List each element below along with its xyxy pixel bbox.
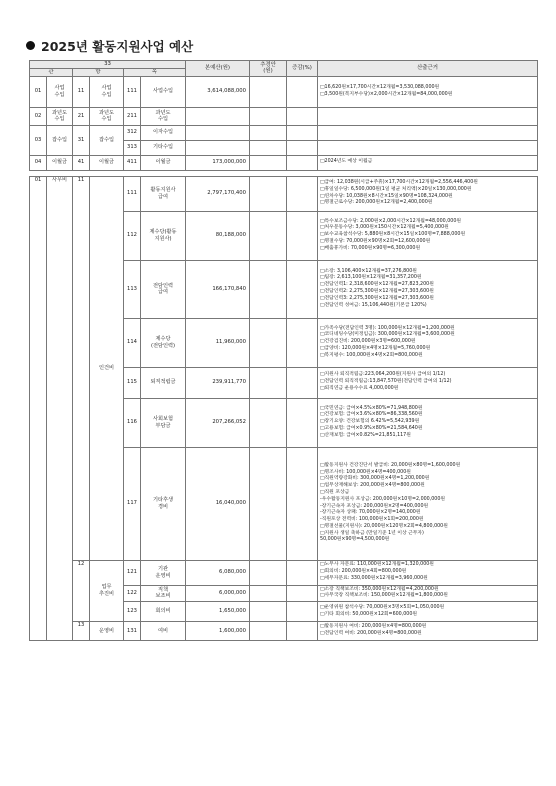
basis-cell [318, 155, 538, 170]
basis-line: □기타 회의비: 50,000원×12회=600,000원 [320, 611, 418, 617]
rate-value [287, 367, 318, 398]
header-rate: 증감(%) [287, 61, 318, 77]
budget-amount: 173,000,000 [186, 155, 250, 170]
budget-amount [186, 125, 250, 140]
mok-code: 111 [124, 76, 141, 107]
mok-name: 전담인력 급여 [141, 260, 186, 318]
rate-value [287, 447, 318, 560]
basis-line: □건강검진비: 200,000원×3명=600,000원 [320, 339, 416, 345]
gwan-name: 과년도 수입 [47, 107, 73, 125]
supp-amount [250, 140, 287, 155]
gwan-code: 01 [30, 76, 47, 107]
hang-name: 업무 추진비 [90, 560, 124, 622]
basis-line: □사무국장 직책보조비: 150,000원×12개월=1,800,000원 [320, 593, 448, 599]
rate-value [287, 107, 318, 125]
hang-code: 21 [73, 107, 90, 125]
header-code: 33 [30, 61, 186, 69]
basis-line: □처우문동수당: 3,000원×150시간×12개월=5,400,000원 [320, 225, 449, 231]
mok-name: 회의비 [141, 602, 186, 622]
header-basis: 산출근거 [318, 61, 538, 77]
mok-name: 활동지원사 급여 [141, 176, 186, 211]
bullet-icon [26, 41, 35, 50]
basis-line: □직원역량강화비: 300,000원×4명=1,200,000원 [320, 476, 430, 482]
mok-name: 여비 [141, 622, 186, 641]
basis-line: □명절선물(지원사): 20,000원×120명×2회=4,800,000원 [320, 523, 448, 529]
hang-code: 31 [73, 125, 90, 155]
basis-line: □급양비: 120,000원×4명×12개월=5,760,000원 [320, 345, 431, 351]
basis-line: □활동지원사 건강진단서 발급비: 20,000원×80명=1,600,000원 [320, 462, 461, 468]
basis-line: □배출휴가비: 70,000원×90명=6,300,000원 [320, 245, 421, 251]
basis-line: -장기근속자 포상금: 200,000원×2명=400,000원 [320, 503, 429, 509]
supp-amount [250, 398, 287, 447]
page-title [26, 37, 193, 55]
mok-code: 114 [124, 318, 141, 367]
header-mok: 목 [124, 68, 186, 76]
gwan-name: 이월금 [47, 155, 73, 170]
basis-line: □퇴직연금 운용수수료 4,000,000원 [320, 385, 399, 391]
rate-value [287, 622, 318, 641]
rate-value [287, 155, 318, 170]
mok-code: 131 [124, 622, 141, 641]
basis-line: □국민연금: 급여×4.5%×80%=71,948,800원 [320, 405, 423, 411]
basis-line: □16,620원×17,700시간×12개월=3,530,088,000원 [320, 84, 440, 90]
basis-line: □전담인력3: 2,275,300원×12개월=27,303,600원 [320, 295, 434, 301]
table-row [30, 125, 538, 140]
title-text: 2025년 활동지원사업 예산 [41, 39, 194, 54]
gwan-code: 01 [30, 176, 47, 641]
basis-line: □전담인력 퇴직적립금:13,847,570원(전담인력 급여의 1/12) [320, 379, 452, 385]
hang-code: 12 [73, 560, 90, 622]
basis-cell [318, 622, 538, 641]
gwan-code: 03 [30, 125, 47, 155]
supp-amount [250, 318, 287, 367]
hang-name: 운영비 [90, 622, 124, 641]
rate-value [287, 260, 318, 318]
budget-amount: 239,911,770 [186, 367, 250, 398]
basis-line: □업무상재해보상: 200,000원×4명=800,000원 [320, 483, 425, 489]
basis-cell [318, 318, 538, 367]
mok-code: 112 [124, 211, 141, 260]
supp-amount [250, 125, 287, 140]
rate-value [287, 602, 318, 622]
supp-amount [250, 602, 287, 622]
supp-amount [250, 560, 287, 585]
mok-code: 116 [124, 398, 141, 447]
rate-value [287, 585, 318, 602]
rate-value [287, 318, 318, 367]
basis-cell [318, 76, 538, 107]
basis-line: □지원사 퇴직적립금:223,064,200원(지원사 급여의 1/12) [320, 372, 446, 378]
budget-amount [186, 140, 250, 155]
basis-line: □휴일일수당: 6,500,000원(1일 평균 처리액)×20일×130,000,000원 [320, 186, 472, 192]
mok-name: 이자수입 [141, 125, 186, 140]
basis-cell [318, 176, 538, 211]
basis-line: □2024년도 예상 이월금 [320, 159, 373, 165]
basis-cell [318, 367, 538, 398]
hang-name: 과년도 수입 [90, 107, 124, 125]
mok-name: 기타후생 경비 [141, 447, 186, 560]
supp-amount [250, 447, 287, 560]
supp-amount [250, 367, 287, 398]
rate-value [287, 560, 318, 585]
basis-line: □회의비: 200,000원×4회=800,000원 [320, 569, 407, 575]
budget-amount: 1,600,000 [186, 622, 250, 641]
header-gwan: 관 [30, 68, 73, 76]
mok-code: 117 [124, 447, 141, 560]
supp-amount [250, 622, 287, 641]
basis-cell [318, 602, 538, 622]
basis-line: □전담인력2: 2,275,300원×12개월=27,303,600원 [320, 289, 434, 294]
mok-name: 제수당 (전담인력) [141, 318, 186, 367]
basis-cell [318, 140, 538, 155]
budget-amount: 11,960,000 [186, 318, 250, 367]
basis-cell [318, 585, 538, 602]
basis-line: □급여: 12,038원(시급+주휴)×17,700시간×12개월=2,556,446,400원 [320, 179, 478, 185]
supp-amount [250, 585, 287, 602]
budget-amount: 16,040,000 [186, 447, 250, 560]
rate-value [287, 140, 318, 155]
mok-code: 111 [124, 176, 141, 211]
supp-amount [250, 107, 287, 125]
basis-line: □명절근로수당: 200,000원×12개월=2,400,000원 [320, 200, 433, 206]
mok-code: 123 [124, 602, 141, 622]
table-row [30, 107, 538, 125]
basis-line: □소장 직책보조비: 350,000원×12개월=4,200,000원 [320, 586, 439, 592]
gwan-code: 02 [30, 107, 47, 125]
basis-line: □활동지원사 여비: 200,000원×4명=800,000원 [320, 624, 427, 630]
header-budget: 본예산(원) [186, 61, 250, 77]
mok-code: 312 [124, 125, 141, 140]
mok-code: 121 [124, 560, 141, 585]
gwan-name: 사무비 [47, 176, 73, 641]
basis-line: □명절수당: 70,000원×90명×2회=12,600,000원 [320, 238, 431, 244]
mok-name: 과년도 수입 [141, 107, 186, 125]
header-row-1 [30, 61, 538, 69]
table-row [30, 155, 538, 170]
mok-code: 211 [124, 107, 141, 125]
basis-cell [318, 560, 538, 585]
basis-line: □보수교육참석수당: 5,880원×8시간×15일×100명=7,888,000원 [320, 232, 466, 238]
mok-name: 기타수입 [141, 140, 186, 155]
mok-name: 기관 운영비 [141, 560, 186, 585]
supp-amount [250, 211, 287, 260]
supp-amount [250, 155, 287, 170]
basis-line: □특수보조금수당: 2,000원×2,000시간×12개월=48,000,000원 [320, 218, 462, 224]
basis-line: □3,500원(복지부수당)×2,000시간×12개월=84,000,000원 [320, 91, 453, 97]
rate-value [287, 76, 318, 107]
budget-amount: 207,266,052 [186, 398, 250, 447]
basis-cell [318, 398, 538, 447]
mok-code: 411 [124, 155, 141, 170]
table-row [30, 76, 538, 107]
mok-name: 직책 보조비 [141, 585, 186, 602]
rate-value [287, 176, 318, 211]
basis-cell [318, 260, 538, 318]
basis-cell [318, 211, 538, 260]
basis-line: □복지평수: 100,000원×4명×2회=800,000원 [320, 352, 423, 358]
table-row [30, 560, 538, 585]
rate-value [287, 125, 318, 140]
table-row [30, 176, 538, 211]
hang-code: 11 [73, 176, 90, 560]
budget-amount [186, 107, 250, 125]
mok-code: 115 [124, 367, 141, 398]
mok-name: 이월금 [141, 155, 186, 170]
budget-amount: 80,188,000 [186, 211, 250, 260]
hang-name: 인건비 [90, 176, 124, 560]
gwan-name: 사업 수입 [47, 76, 73, 107]
budget-amount: 1,650,000 [186, 602, 250, 622]
basis-line: □건강보험: 급여×3.6%×80%=86,338,560원 [320, 412, 423, 418]
mok-code: 122 [124, 585, 141, 602]
budget-amount: 3,614,088,000 [186, 76, 250, 107]
basis-line: -우수활동지원사 포상금: 200,000원×10명=2,000,000원 [320, 496, 446, 502]
budget-amount: 6,080,000 [186, 560, 250, 585]
supp-amount [250, 76, 287, 107]
budget-amount: 166,170,840 [186, 260, 250, 318]
header-supp: 추경안 (원) [250, 61, 287, 77]
hang-code: 13 [73, 622, 90, 641]
mok-name: 퇴직적립금 [141, 367, 186, 398]
budget-amount: 2,797,170,400 [186, 176, 250, 211]
gwan-name: 잡수입 [47, 125, 73, 155]
mok-code: 313 [124, 140, 141, 155]
supp-amount [250, 260, 287, 318]
basis-line: □가족수당(전담인력 3명): 100,000원×12개월=1,200,000원 [320, 325, 455, 331]
basis-cell [318, 125, 538, 140]
hang-name: 이월금 [90, 155, 124, 170]
basis-line: -직원포상 전력비: 100,000원×1회=200,000원 [320, 517, 424, 523]
basis-line: □전담인력 성여금: 15,106,440원(기본급 120%) [320, 302, 427, 308]
mok-code: 113 [124, 260, 141, 318]
basis-line: □코디네팅수당(미정임금): 300,000원×12개월=3,600,000원 [320, 332, 455, 338]
basis-line: -장기근속자 상패: 70,000원×2명=140,000원 [320, 510, 421, 516]
mok-name: 사회보험 부담금 [141, 398, 186, 447]
hang-code: 41 [73, 155, 90, 170]
table-row [30, 622, 538, 641]
basis-line: □직원 포상금 [320, 489, 350, 495]
basis-line: □전담인력 여비: 200,000원×4명=800,000원 [320, 631, 422, 637]
basis-line: □팀장: 2,613,100원×12개월=31,357,200원 [320, 275, 422, 281]
basis-line: □전담인력1: 2,318,600원×12개월=27,823,200원 [320, 282, 434, 288]
basis-line: □연차수당: 10,038원×8시간×15일×90명=108,324,000원 [320, 193, 453, 199]
rate-value [287, 398, 318, 447]
mok-name: 사업수입 [141, 76, 186, 107]
hang-name: 사업 수입 [90, 76, 124, 107]
supp-amount [250, 176, 287, 211]
rate-value [287, 211, 318, 260]
basis-line: 50,000원×90명=4,500,000원 [320, 537, 390, 543]
mok-name: 제수당(활동 지원사) [141, 211, 186, 260]
hang-code: 11 [73, 76, 90, 107]
basis-line: □노무사 자문료: 110,000원×12개월=1,320,000원 [320, 562, 434, 568]
header-hang: 항 [73, 68, 124, 76]
basis-line: □운영위원 참석수당: 70,000원×3명×5회=1,050,000원 [320, 604, 445, 610]
basis-line: □고용보험: 급여×0.9%×80%=21,584,640원 [320, 425, 423, 431]
basis-line: □장기요양: 건강보험의 6.42%=5,542,939원 [320, 419, 420, 425]
gwan-code: 04 [30, 155, 47, 170]
basis-line: □세무자문료: 330,000원×12개월=3,960,000원 [320, 575, 428, 581]
basis-line: □산재보험: 급여×0.82%=21,851,117원 [320, 432, 411, 438]
budget-amount: 6,000,000 [186, 585, 250, 602]
basis-line: □소장: 3,106,400×12개월=37,276,800원 [320, 268, 417, 274]
basis-cell [318, 447, 538, 560]
basis-line: □명조사비: 100,000원×4명=400,000원 [320, 469, 411, 475]
hang-name: 잡수입 [90, 125, 124, 155]
basis-line: □지원사 생일 축하금 (만일기준 1년 이상 근무자) [320, 530, 424, 536]
basis-cell [318, 107, 538, 125]
budget-table [29, 60, 538, 641]
